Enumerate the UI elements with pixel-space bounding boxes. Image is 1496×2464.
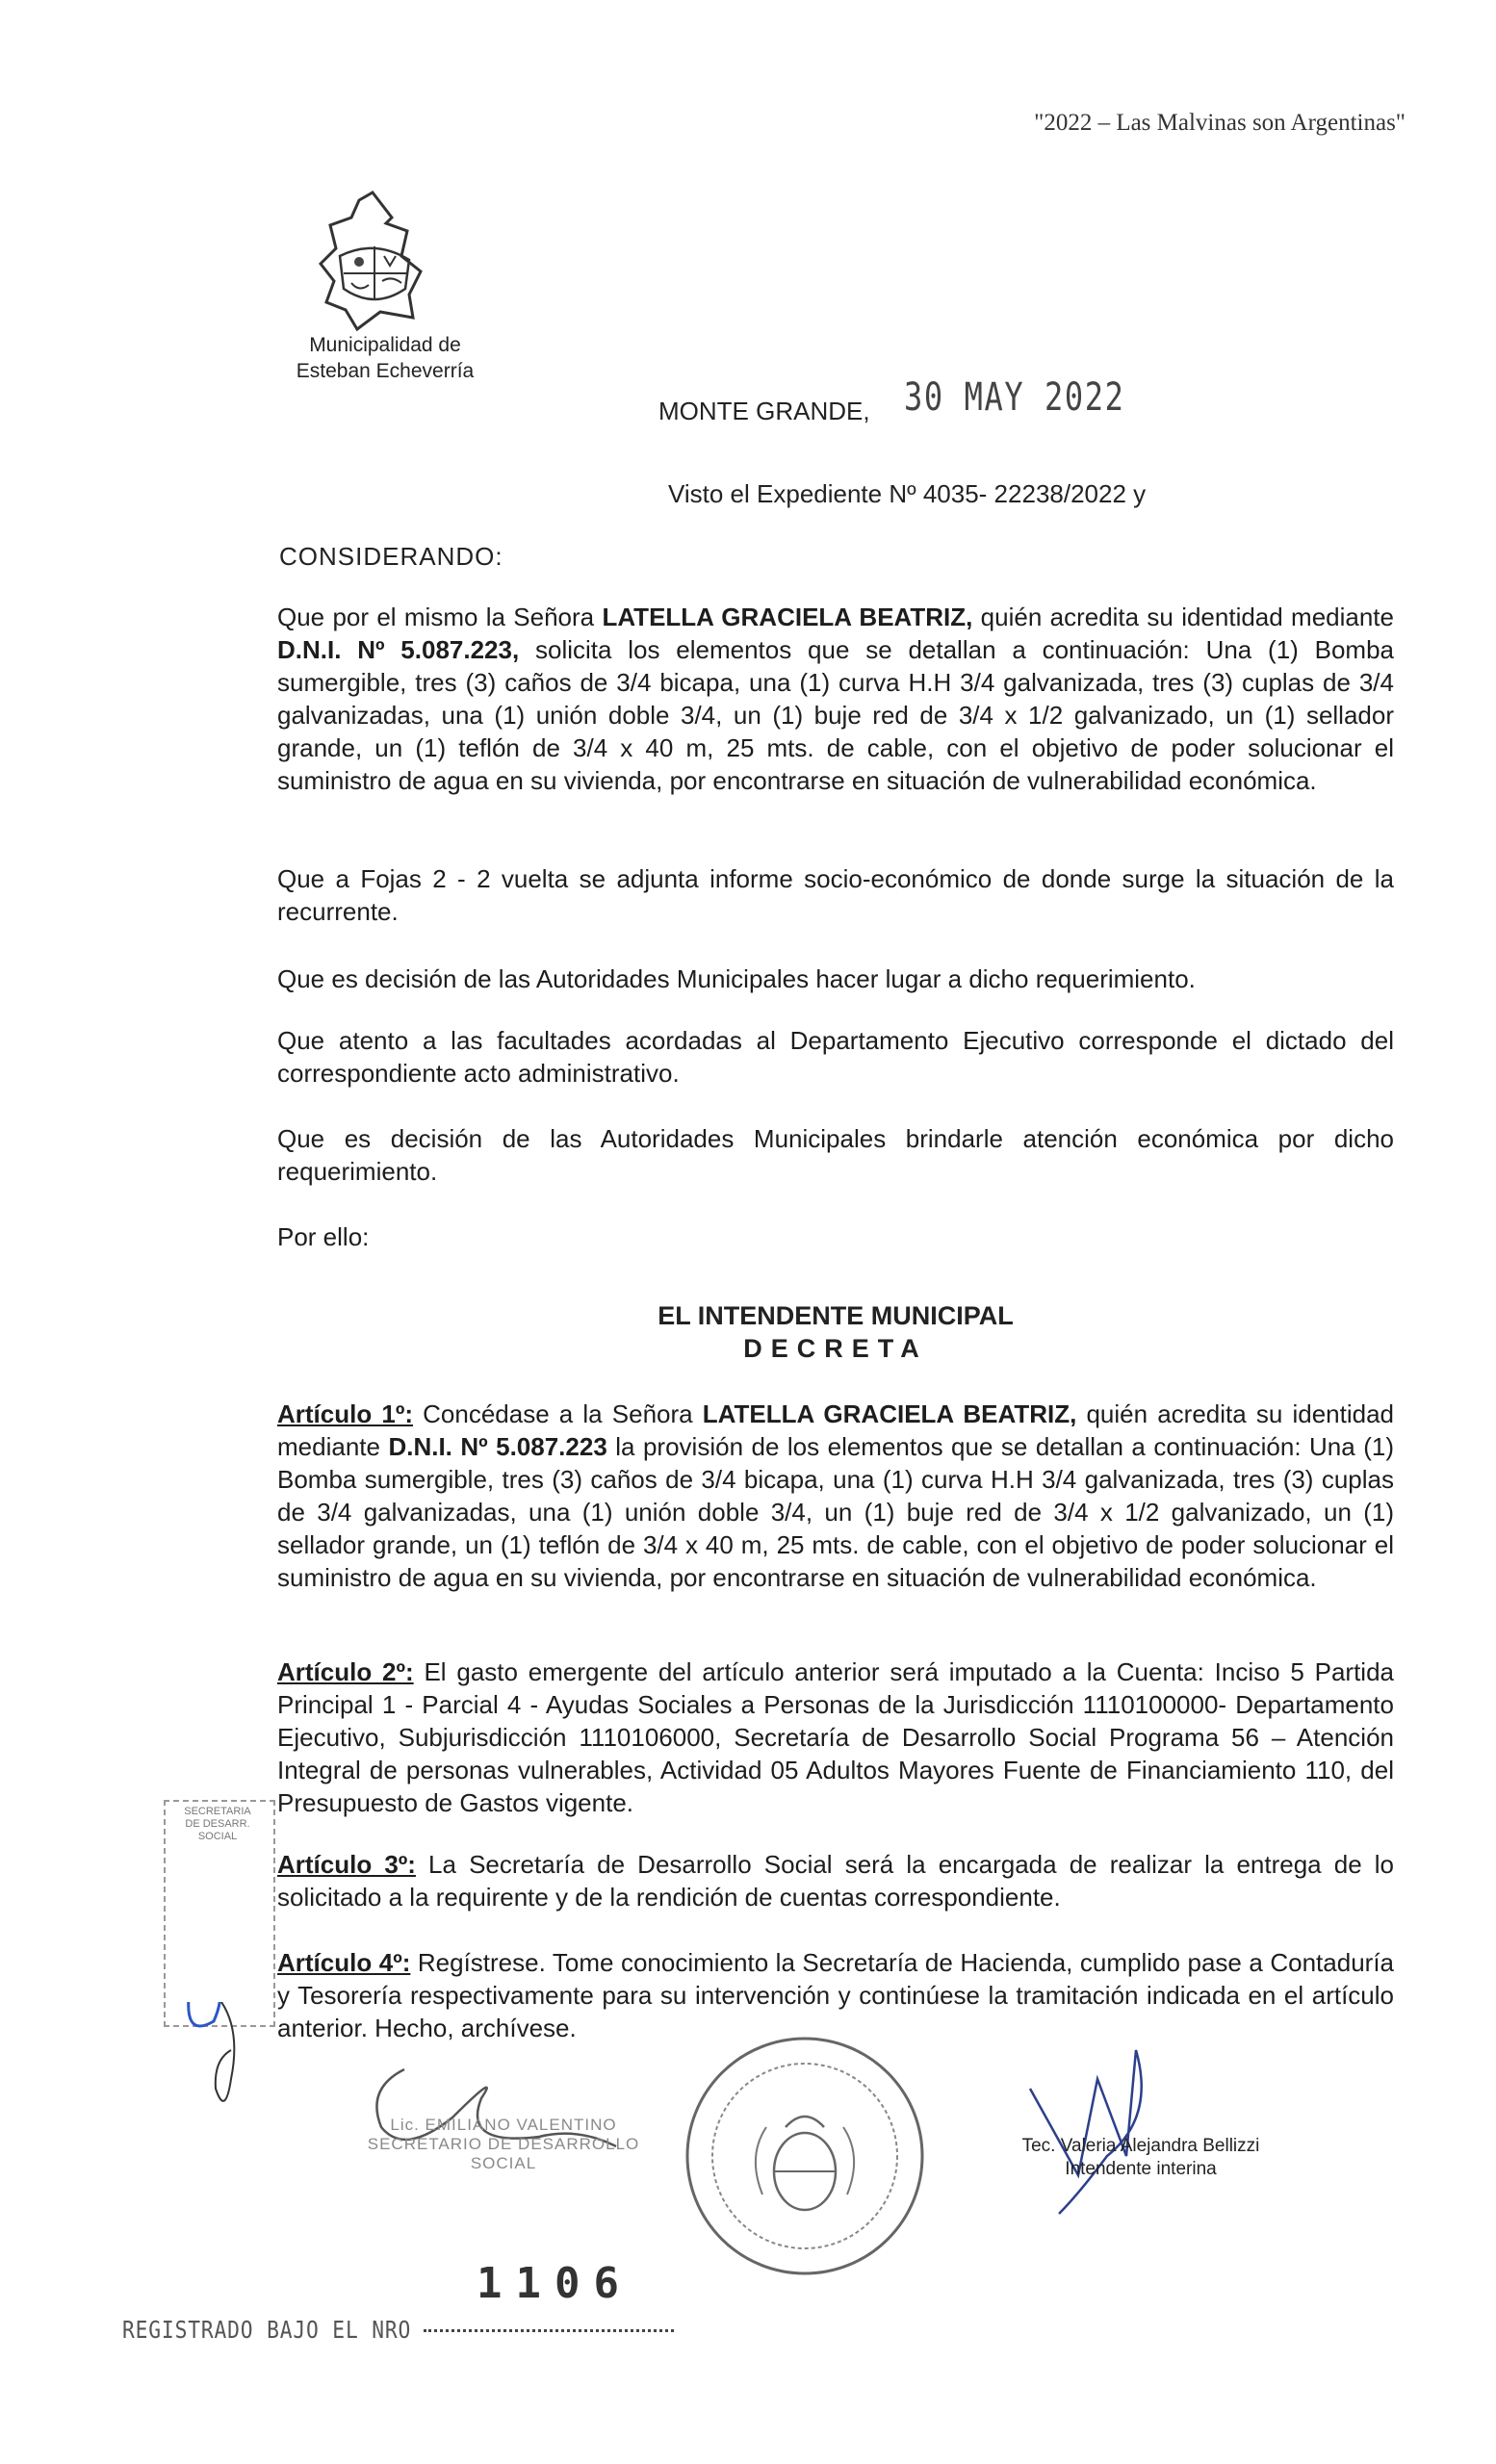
article-3	[277, 1848, 1394, 1913]
registry-label: REGISTRADO BAJO EL NRO	[122, 2316, 412, 2344]
article-3-text: La Secretaría de Desarrollo Social será la encargada de realizar la entrega de lo solicitado a la requirente y de la rendición de cuentas correspondiente.	[277, 1850, 1395, 1912]
municipality-line-2: Esteban Echeverría	[296, 360, 475, 382]
left-signatory-title-1: SECRETARIO DE DESARROLLO	[367, 2135, 640, 2153]
article-2	[277, 1656, 1394, 1819]
p1-end: solicita los elementos que se detallan a continuación: Una (1) Bomba sumergible, tres (3) caños de 3/4 bicapa, una (1) curva H.H 3/4 galvanizada, tres (3) cuplas de 3/4 galvanizadas, una (1) unión doble 3/4, un (1) buje red de 3/4 x 1/2 galvanizado, un (1) sellador grande, un (1) teflón de 3/4 x 40 m, 25 mts. de cable, con el objetivo de poder solucionar el suministro de agua en su vivienda, por encontrarse en situación de vulnerabilidad económica.	[277, 635, 1395, 795]
right-signatory-title: Intendente interina	[1065, 2159, 1217, 2179]
left-signatory	[364, 2116, 643, 2173]
article-1-label: Artículo 1º:	[277, 1399, 413, 1428]
considerando-paragraph-1	[277, 601, 1394, 797]
considerando-paragraph-3: Que es decisión de las Autoridades Municipales hacer lugar a dicho requerimiento.	[277, 964, 1196, 993]
article-3-label: Artículo 3º:	[277, 1850, 416, 1879]
side-stamp-line-1: SECRETARIA	[184, 1806, 251, 1817]
article-2-label: Artículo 2º:	[277, 1657, 414, 1686]
registry-number: 1106	[477, 2259, 632, 2308]
place-date-line	[658, 375, 1180, 429]
decree-heading-line-1: EL INTENDENTE MUNICIPAL	[658, 1301, 1014, 1330]
por-ello: Por ello:	[277, 1222, 370, 1251]
side-stamp-line-2: DE DESARR.	[185, 1818, 250, 1830]
municipal-crest-icon	[313, 189, 438, 333]
municipality-name	[270, 332, 501, 384]
considerando-paragraph-2: Que a Fojas 2 - 2 vuelta se adjunta informe socio-económico de donde surge la situación de la recurrente.	[277, 864, 1394, 926]
article-1-start: Concédase a la Señora	[412, 1399, 703, 1428]
official-seal	[687, 2039, 922, 2273]
expediente-reference: Visto el Expediente Nº 4035- 22238/2022 y	[668, 479, 1147, 508]
article-1-name: LATELLA GRACIELA BEATRIZ,	[702, 1399, 1077, 1428]
place: MONTE GRANDE,	[658, 397, 870, 425]
year-motto: "2022 – Las Malvinas son Argentinas"	[1034, 110, 1406, 136]
right-signature	[1030, 2050, 1142, 2214]
municipality-line-1: Municipalidad de	[309, 334, 461, 356]
considerando-paragraph-5: Que es decisión de las Autoridades Municipales brindarle atención económica por dicho requerimiento.	[277, 1124, 1394, 1186]
registry-dotted-line	[424, 2329, 674, 2332]
article-1-dni: D.N.I. Nº 5.087.223	[388, 1432, 607, 1461]
article-1-mid: quién acredita su identidad mediante	[277, 1399, 1394, 1461]
p1-start: Que por el mismo la Señora	[277, 603, 603, 631]
date-stamp: 30 MAY 2022	[903, 375, 1125, 420]
signatures-and-seal	[0, 2002, 1496, 2464]
right-signatory	[992, 2135, 1290, 2181]
right-signatory-name: Tec. Valeria Alejandra Bellizzi	[1021, 2136, 1260, 2156]
article-4-text: Regístrese. Tome conocimiento la Secretaría de Hacienda, cumplido pase a Contaduría y Tesorería respectivamente para su intervención y continúese la tramitación indicada en el artículo anterior. Hecho, archívese.	[277, 1948, 1394, 2042]
left-signatory-name: Lic. EMILIANO VALENTINO	[390, 2116, 617, 2134]
article-4-label: Artículo 4º:	[277, 1948, 411, 1977]
considerando-label: CONSIDERANDO:	[279, 542, 503, 571]
p1-name: LATELLA GRACIELA BEATRIZ,	[602, 603, 973, 631]
decree-heading	[277, 1299, 1394, 1365]
decree-heading-line-2: DECRETA	[743, 1334, 928, 1363]
left-signatory-title-2: SOCIAL	[470, 2154, 537, 2172]
considerando-paragraph-4: Que atento a las facultades acordadas al Departamento Ejecutivo corresponde el dictado del correspondiente acto administrativo.	[277, 1026, 1394, 1088]
side-stamp-line-3: SOCIAL	[197, 1831, 238, 1842]
side-stamp-text	[168, 1806, 268, 1843]
article-2-text: El gasto emergente del artículo anterior será imputado a la Cuenta: Inciso 5 Partida Principal 1 - Parcial 4 - Ayudas Sociales a Personas de la Jurisdicción 1110100000- Departamento Ejecutivo, Subjurisdicción 1110106000, Secretaría de Desarrollo Social Programa 56 – Atención Integral de personas vulnerables, Actividad 05 Adultos Mayores Fuente de Financiamiento 110, del Presupuesto de Gastos vigente.	[277, 1657, 1394, 1817]
p1-dni: D.N.I. Nº 5.087.223,	[277, 635, 520, 664]
article-1-end: la provisión de los elementos que se detallan a continuación: Una (1) Bomba sumergible, tres (3) caños de 3/4 bicapa, una (1) curva H.H 3/4 galvanizada, tres (3) cuplas de 3/4 galvanizadas, una (1) unión doble 3/4, un (1) buje red de 3/4 x 1/2 galvanizado, un (1) sellador grande, un (1) teflón de 3/4 x 40 m, 25 mts. de cable, con el objetivo de poder solucionar el suministro de agua en su vivienda, por encontrarse en situación de vulnerabilidad económica.	[277, 1432, 1394, 1592]
p1-mid: quién acredita su identidad mediante	[972, 603, 1394, 631]
article-1	[277, 1398, 1394, 1594]
